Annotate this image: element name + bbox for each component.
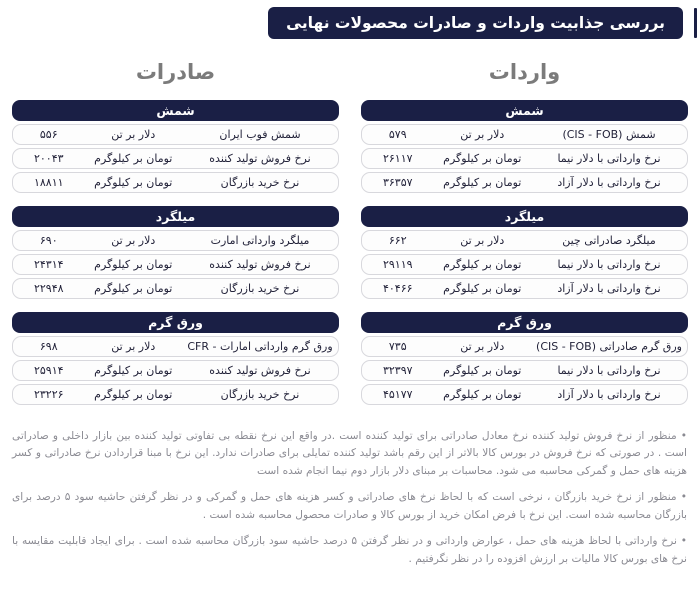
table-row xyxy=(12,230,339,251)
row-label: نرخ وارداتی با دلار نیما xyxy=(557,152,661,165)
row-value: ۲۹۱۱۹ xyxy=(382,258,413,271)
row-label: نرخ خرید بازرگان xyxy=(220,176,300,189)
table-imports-billet xyxy=(361,100,688,193)
row-unit: تومان بر کیلوگرم xyxy=(443,152,522,165)
row-value: ۶۹۰ xyxy=(39,234,58,247)
table-row xyxy=(361,172,688,193)
row-value: ۲۲۹۴۸ xyxy=(33,282,64,295)
table-row xyxy=(12,172,339,193)
row-label: ورق گرم وارداتی امارات - CFR xyxy=(187,340,333,353)
row-unit: تومان بر کیلوگرم xyxy=(94,388,173,401)
table-header-hot-rolled-coil: ورق گرم xyxy=(361,312,688,333)
row-value: ۱۸۸۱۱ xyxy=(33,176,64,189)
table-row xyxy=(12,336,339,357)
row-label: نرخ وارداتی با دلار آزاد xyxy=(557,282,661,295)
row-unit: تومان بر کیلوگرم xyxy=(443,176,522,189)
footnotes xyxy=(0,418,699,568)
row-unit: تومان بر کیلوگرم xyxy=(443,388,522,401)
row-value: ۲۶۱۱۷ xyxy=(382,152,413,165)
page-title: بررسی جذابیت واردات و صادرات محصولات نهایی xyxy=(268,7,683,39)
row-unit: تومان بر کیلوگرم xyxy=(94,152,173,165)
table-row xyxy=(12,124,339,145)
row-unit: دلار بر تن xyxy=(460,128,505,141)
row-label: نرخ فروش تولید کننده xyxy=(209,364,311,377)
row-unit: دلار بر تن xyxy=(460,340,505,353)
table-row xyxy=(361,148,688,169)
row-label: ورق گرم صادراتی (CIS - FOB) xyxy=(536,340,682,353)
row-label: شمش (CIS - FOB) xyxy=(562,128,656,141)
row-unit: تومان بر کیلوگرم xyxy=(94,258,173,271)
row-value: ۲۵۹۱۴ xyxy=(33,364,64,377)
footnote-trader-purchase-rate: • منظور از نرخ خرید بازرگان ، نرخی است که با لحاظ نرخ های صادراتی و کسر هزینه های حمل و گمرکی و در نظر گرفتن حاشیه سود ۵ درصد برای بازرگان محاسبه شده است. این نرخ با فرض امکان خرید از بورس کالا و صادرات محصول محاسبه شده است . xyxy=(12,491,687,521)
row-unit: دلار بر تن xyxy=(111,234,156,247)
row-label: نرخ وارداتی با دلار آزاد xyxy=(557,176,661,189)
table-row xyxy=(12,360,339,381)
row-unit: دلار بر تن xyxy=(460,234,505,247)
column-imports xyxy=(350,46,699,418)
row-label: نرخ وارداتی با دلار آزاد xyxy=(557,388,661,401)
row-label: نرخ خرید بازرگان xyxy=(220,388,300,401)
row-label: شمش فوب ایران xyxy=(219,128,301,141)
table-imports-rebar xyxy=(361,206,688,299)
row-label: نرخ فروش تولید کننده xyxy=(209,258,311,271)
row-label: میلگرد وارداتی امارت xyxy=(210,234,310,247)
row-value: ۶۶۲ xyxy=(388,234,407,247)
column-title-exports: صادرات xyxy=(135,60,216,84)
row-unit: تومان بر کیلوگرم xyxy=(443,364,522,377)
table-imports-hot-rolled-coil xyxy=(361,312,688,405)
row-unit: دلار بر تن xyxy=(111,340,156,353)
row-unit: تومان بر کیلوگرم xyxy=(443,258,522,271)
table-header-billet: شمش xyxy=(361,100,688,121)
table-exports-billet xyxy=(12,100,339,193)
row-value: ۴۵۱۷۷ xyxy=(382,388,413,401)
table-row xyxy=(361,124,688,145)
row-value: ۵۷۹ xyxy=(388,128,407,141)
column-exports xyxy=(1,46,350,418)
title-banner-row xyxy=(0,0,699,46)
row-label: نرخ خرید بازرگان xyxy=(220,282,300,295)
footnote-import-rate: • نرخ وارداتی با لحاظ هزینه های حمل ، عوارض وارداتی و در نظر گرفتن ۵ درصد حاشیه سود بازرگان محاسبه شده است . برای ایجاد قابلیت مقایسه با نرخ های بورس کالا مالیات بر ارزش افزوده را در نظر نگرفتیم . xyxy=(12,535,687,565)
table-header-billet: شمش xyxy=(12,100,339,121)
table-row xyxy=(361,384,688,405)
row-value: ۲۳۲۲۶ xyxy=(33,388,64,401)
row-label: میلگرد صادراتی چین xyxy=(562,234,656,247)
table-row xyxy=(361,254,688,275)
row-label: نرخ وارداتی با دلار نیما xyxy=(557,258,661,271)
row-value: ۵۵۶ xyxy=(39,128,58,141)
row-label: نرخ فروش تولید کننده xyxy=(209,152,311,165)
table-row xyxy=(361,336,688,357)
comparison-columns xyxy=(0,46,699,418)
banner-edge-accent xyxy=(694,8,697,38)
row-value: ۲۰۰۴۳ xyxy=(33,152,64,165)
table-row xyxy=(361,230,688,251)
column-title-imports: واردات xyxy=(488,60,561,84)
row-value: ۷۳۵ xyxy=(388,340,407,353)
row-value: ۶۹۸ xyxy=(39,340,58,353)
row-label: نرخ وارداتی با دلار نیما xyxy=(557,364,661,377)
row-value: ۳۶۳۵۷ xyxy=(382,176,413,189)
table-row xyxy=(12,148,339,169)
row-value: ۴۰۴۶۶ xyxy=(382,282,413,295)
table-header-rebar: میلگرد xyxy=(12,206,339,227)
row-unit: تومان بر کیلوگرم xyxy=(94,282,173,295)
table-header-hot-rolled-coil: ورق گرم xyxy=(12,312,339,333)
table-exports-rebar xyxy=(12,206,339,299)
table-row xyxy=(361,360,688,381)
table-row xyxy=(12,254,339,275)
row-value: ۲۴۳۱۴ xyxy=(33,258,64,271)
table-row xyxy=(12,384,339,405)
table-row xyxy=(361,278,688,299)
row-unit: تومان بر کیلوگرم xyxy=(94,364,173,377)
table-exports-hot-rolled-coil xyxy=(12,312,339,405)
row-unit: تومان بر کیلوگرم xyxy=(443,282,522,295)
footnote-producer-sale-rate: • منظور از نرخ فروش تولید کننده نرخ معادل صادراتی برای تولید کننده است .در واقع این نرخ نقطه بی تفاوتی تولید کننده بین بازار داخلی و صادراتی است . در صورتی که نرخ فروش در بورس کالا بالاتر از این رقم باشد تولید کننده تمایلی برای صادرات ندارد. این نرخ با مبنا قراردادن نرخ صادراتی و کسر هزینه های حمل و گمرکی محاسبه می شود. محاسبات بر مبنای دلار بازار دوم نیما انجام شده است xyxy=(12,430,687,477)
row-value: ۳۲۳۹۷ xyxy=(382,364,413,377)
table-row xyxy=(12,278,339,299)
row-unit: تومان بر کیلوگرم xyxy=(94,176,173,189)
row-unit: دلار بر تن xyxy=(111,128,156,141)
table-header-rebar: میلگرد xyxy=(361,206,688,227)
